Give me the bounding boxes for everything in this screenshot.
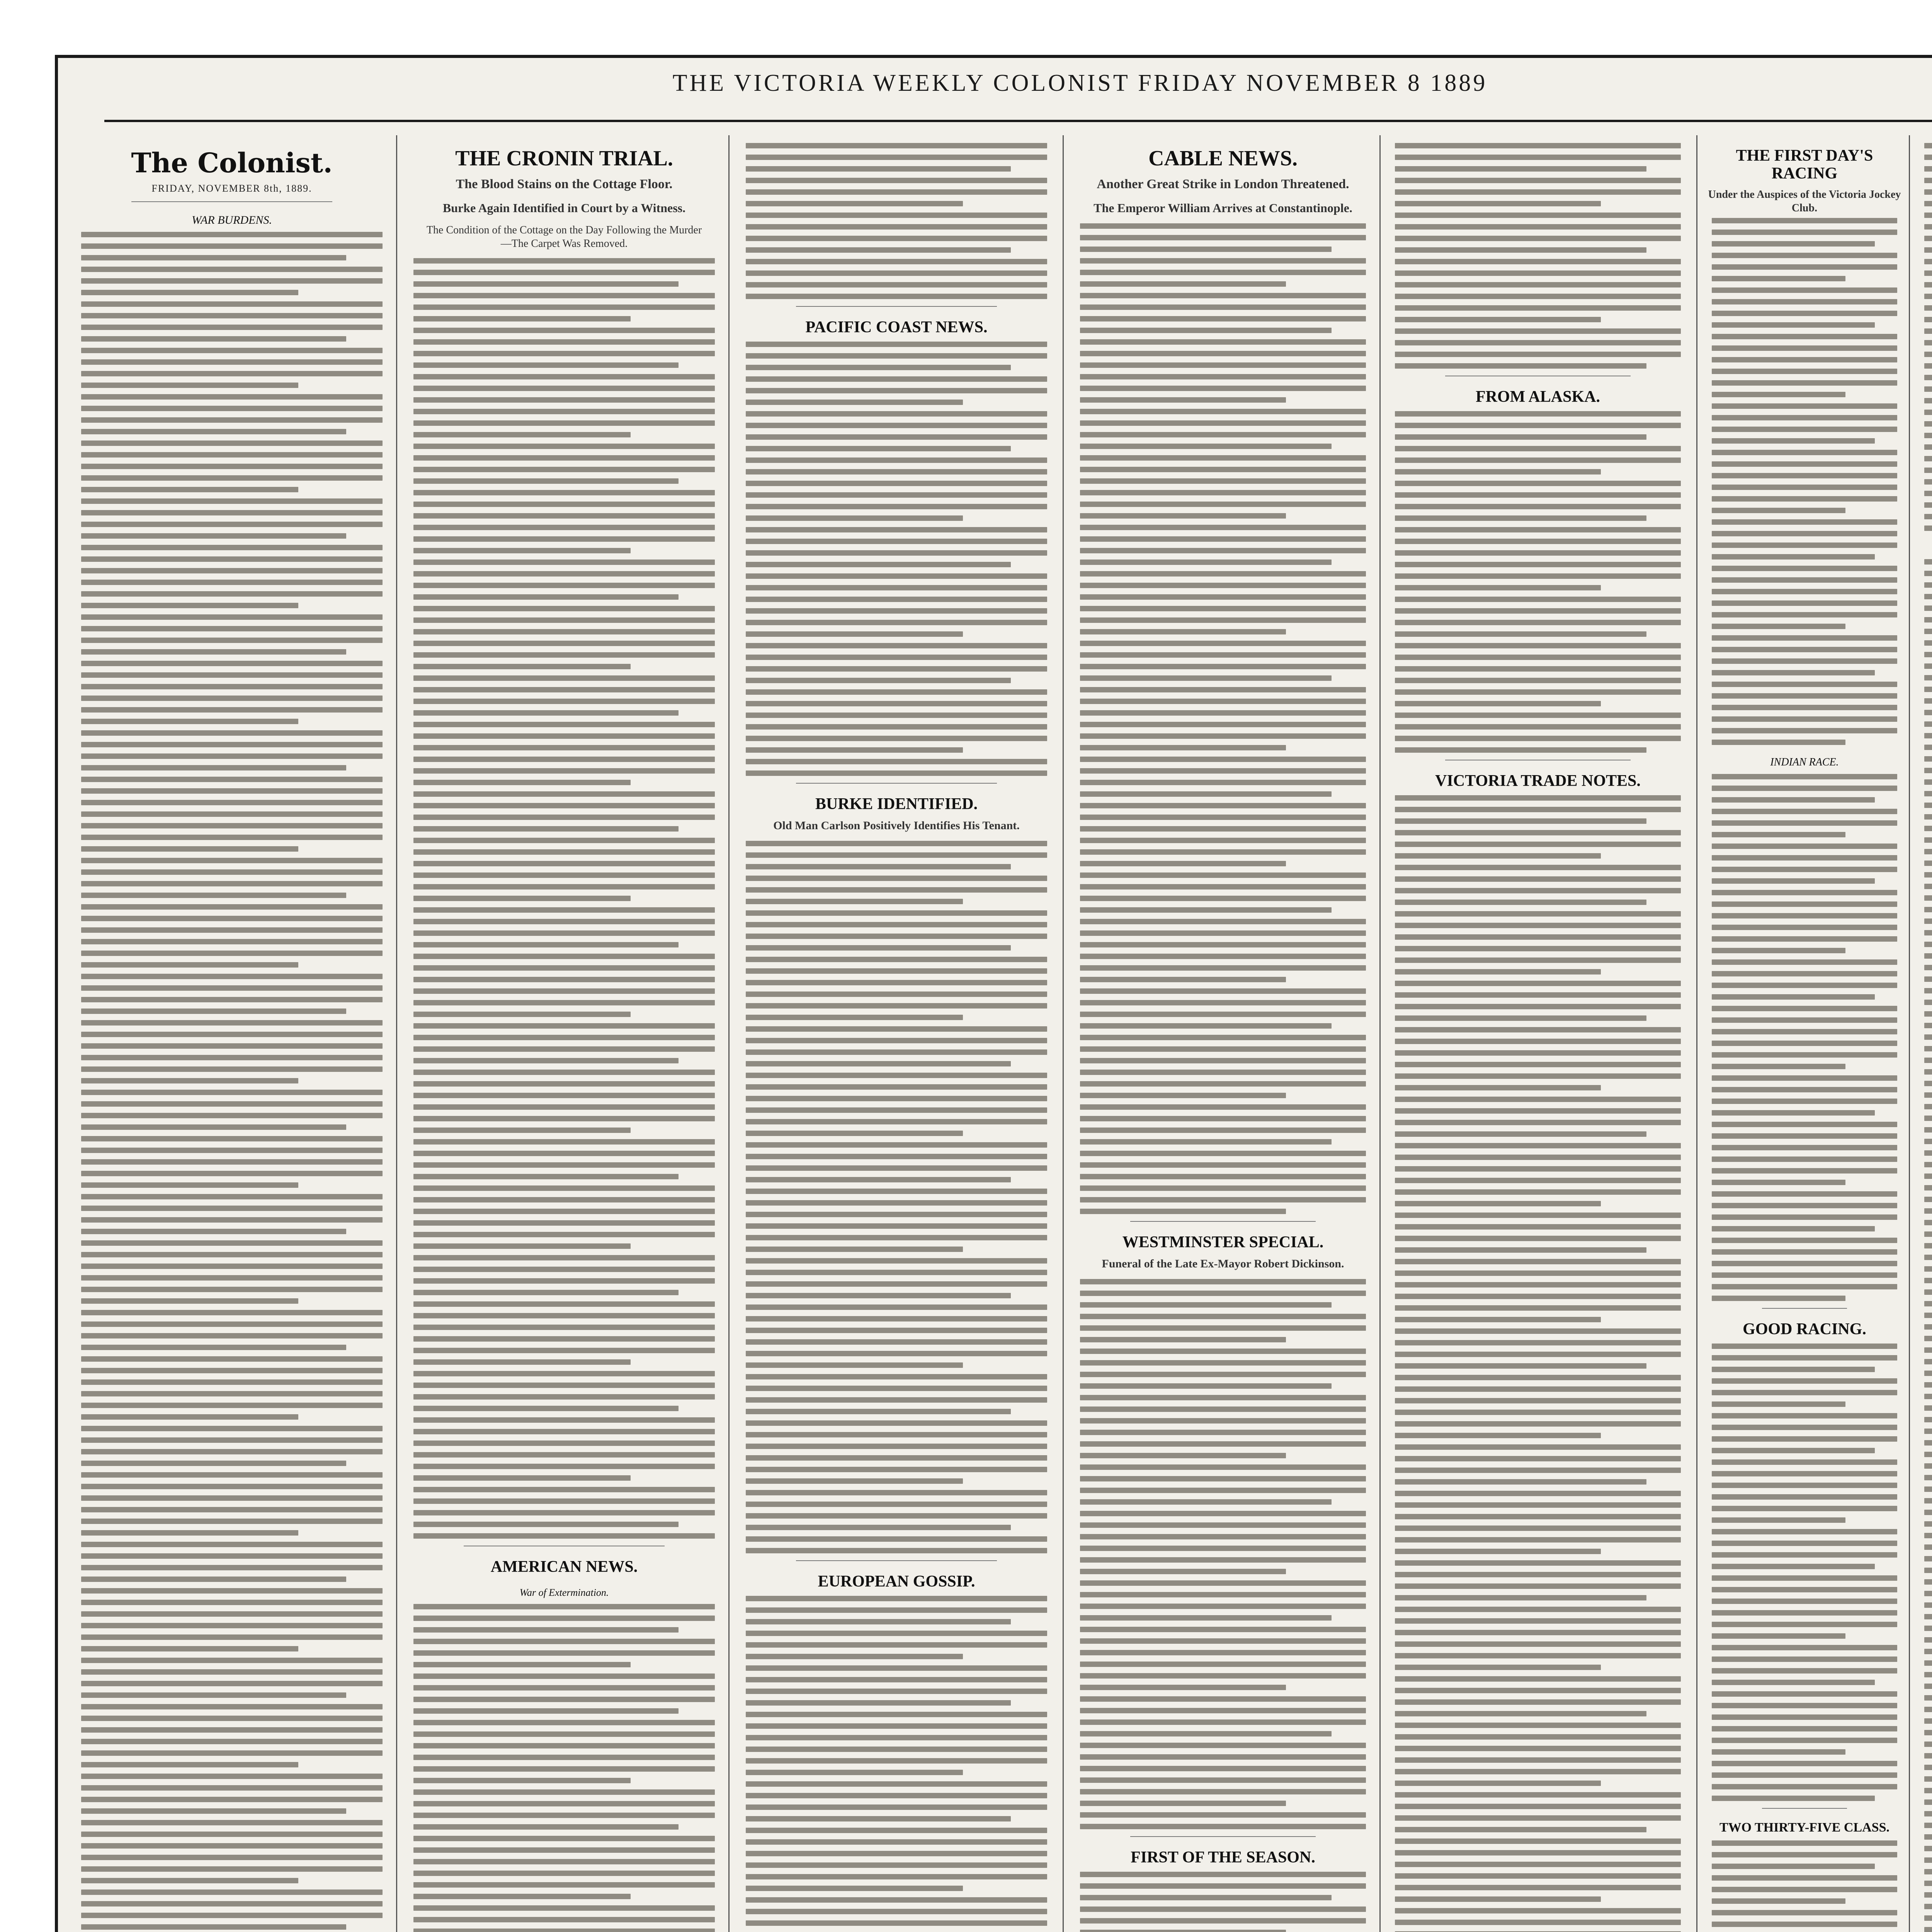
article-deck: Funeral of the Late Ex-Mayor Robert Dickinson. — [1102, 1257, 1344, 1270]
article-headline: THE CRONIN TRIAL. — [455, 146, 673, 170]
divider — [796, 306, 997, 307]
article-body — [1917, 559, 1932, 1932]
column-rule — [728, 135, 730, 1932]
column-2 — [406, 135, 723, 1932]
article-body — [1704, 218, 1905, 745]
divider — [1762, 1808, 1847, 1809]
divider — [796, 783, 997, 784]
article-body — [1704, 1840, 1905, 1932]
dateline: FRIDAY, NOVEMBER 8th, 1889. — [151, 183, 312, 194]
column-1 — [73, 135, 390, 1932]
section-heading: INDIAN RACE. — [1770, 756, 1839, 769]
article-body — [1704, 1344, 1905, 1801]
section-heading: WAR BURDENS. — [192, 214, 272, 226]
column-5 — [1387, 135, 1689, 1932]
article-deck: Old Man Carlson Positively Identifies His Tenant. — [773, 819, 1020, 832]
column-rule — [1696, 135, 1697, 1932]
article-body — [1387, 795, 1689, 1932]
article-headline: THE FIRST DAY'S RACING — [1736, 147, 1873, 183]
article-deck: Burke Again Identified in Court by a Witness. — [442, 201, 686, 215]
article-body — [738, 342, 1055, 776]
masthead-rule — [104, 120, 1932, 122]
sub-heading: War of Extermination. — [519, 1587, 609, 1599]
section-heading: TWO THIRTY-FIVE CLASS. — [1719, 1820, 1889, 1835]
article-deck: Another Great Strike in London Threatened. — [1097, 177, 1349, 191]
section-heading: GOOD RACING. — [1743, 1320, 1866, 1338]
article-body — [1072, 223, 1374, 1214]
section-heading: FIRST OF THE SEASON. — [1131, 1848, 1315, 1866]
column-rule — [396, 135, 397, 1932]
section-heading: AMERICAN NEWS. — [490, 1558, 638, 1576]
article-body — [738, 1596, 1055, 1932]
column-6 — [1704, 135, 1905, 1932]
article-body — [73, 232, 390, 1932]
column-rule — [1909, 135, 1910, 1932]
divider — [1130, 1836, 1316, 1837]
nameplate: The Colonist. — [131, 147, 333, 179]
section-heading: EUROPEAN GOSSIP. — [818, 1572, 975, 1590]
divider — [796, 1560, 997, 1561]
article-body — [1387, 411, 1689, 753]
section-heading: FROM ALASKA. — [1475, 388, 1600, 406]
column-rule — [1063, 135, 1064, 1932]
column-7 — [1917, 135, 1932, 1932]
section-heading: BURKE IDENTIFIED. — [815, 795, 978, 813]
column-4 — [1072, 135, 1374, 1932]
section-heading: WESTMINSTER SPECIAL. — [1122, 1233, 1324, 1252]
column-rule — [1379, 135, 1381, 1932]
article-body — [1917, 143, 1932, 531]
article-body — [406, 258, 723, 1539]
article-body — [1704, 774, 1905, 1301]
article-deck: The Blood Stains on the Cottage Floor. — [456, 177, 673, 191]
article-body — [738, 841, 1055, 1553]
article-body — [1072, 1279, 1374, 1829]
column-3 — [738, 135, 1055, 1932]
divider — [131, 201, 332, 202]
article-deck: The Emperor William Arrives at Constantinople. — [1094, 201, 1352, 215]
masthead: THE VICTORIA WEEKLY COLONIST FRIDAY NOVEMBER 8 1889 — [672, 70, 1488, 96]
article-body — [1387, 143, 1689, 369]
divider — [1762, 1308, 1847, 1309]
section-heading: VICTORIA TRADE NOTES. — [1435, 772, 1641, 790]
article-deck: Under the Auspices of the Victoria Jockey Club. — [1708, 189, 1901, 214]
article-deck: The Condition of the Cottage on the Day Following the Murder—The Carpet Was Removed. — [426, 224, 702, 250]
article-body — [406, 1604, 723, 1932]
article-headline: CABLE NEWS. — [1148, 146, 1298, 170]
section-heading: PACIFIC COAST NEWS. — [805, 318, 988, 336]
divider — [1130, 1221, 1316, 1222]
article-body — [1072, 1872, 1374, 1932]
article-body — [738, 143, 1055, 299]
newspaper-page — [58, 58, 1932, 1932]
section-heading — [1917, 543, 1932, 554]
